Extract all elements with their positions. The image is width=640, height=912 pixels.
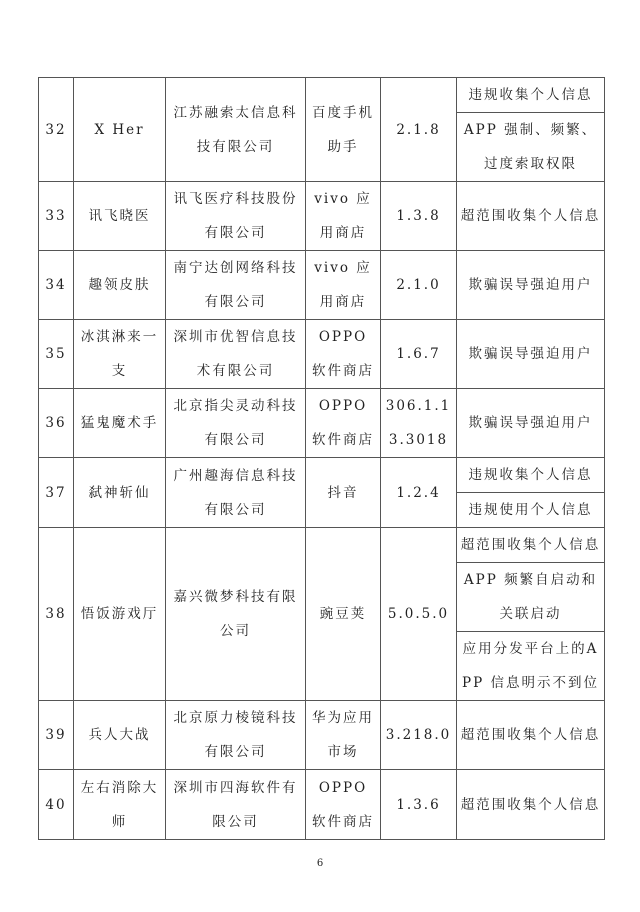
table-row [39,182,605,251]
company-name: 广州趣海信息科技有限公司 [166,458,306,528]
issue-description: 超范围收集个人信息 [457,528,605,563]
issue-description: 违规收集个人信息 [457,458,605,493]
app-version: 1.6.7 [381,320,457,389]
company-name: 深圳市优智信息技术有限公司 [166,320,306,389]
platform-name: 华为应用市场 [306,701,381,770]
table-row [39,528,605,563]
platform-name: OPPO 软件商店 [306,389,381,458]
app-name: 讯飞晓医 [74,182,166,251]
issue-description: 违规收集个人信息 [457,78,605,113]
app-version: 306.1.13.3018 [381,389,457,458]
table-row [39,770,605,840]
app-name: 猛鬼魔术手 [74,389,166,458]
issue-description: 超范围收集个人信息 [457,701,605,770]
row-number: 40 [39,770,74,840]
app-name: 弑神斩仙 [74,458,166,528]
issue-description: APP 频繁自启动和关联启动 [457,563,605,632]
row-number: 35 [39,320,74,389]
app-version: 1.3.8 [381,182,457,251]
row-number: 34 [39,251,74,320]
issue-description: 违规使用个人信息 [457,493,605,528]
issue-description: 欺骗误导强迫用户 [457,389,605,458]
table-row [39,78,605,113]
table-row [39,389,605,458]
app-name: X Her [74,78,166,182]
page-number: 6 [316,858,324,869]
company-name: 深圳市四海软件有限公司 [166,770,306,840]
platform-name: 豌豆荚 [306,528,381,701]
platform-name: OPPO 软件商店 [306,770,381,840]
company-name: 北京指尖灵动科技有限公司 [166,389,306,458]
issue-description: 欺骗误导强迫用户 [457,320,605,389]
app-version: 5.0.5.0 [381,528,457,701]
app-version: 2.1.8 [381,78,457,182]
app-name: 趣领皮肤 [74,251,166,320]
row-number: 38 [39,528,74,701]
app-version: 1.3.6 [381,770,457,840]
issue-description: APP 强制、频繁、过度索取权限 [457,113,605,182]
company-name: 嘉兴微梦科技有限公司 [166,528,306,701]
issue-description: 应用分发平台上的APP 信息明示不到位 [457,632,605,701]
row-number: 36 [39,389,74,458]
platform-name: 抖音 [306,458,381,528]
row-number: 33 [39,182,74,251]
platform-name: 百度手机助手 [306,78,381,182]
table-row [39,701,605,770]
issue-description: 超范围收集个人信息 [457,182,605,251]
row-number: 39 [39,701,74,770]
app-name: 兵人大战 [74,701,166,770]
app-name: 冰淇淋来一支 [74,320,166,389]
table-row [39,458,605,493]
company-name: 南宁达创网络科技有限公司 [166,251,306,320]
table-row [39,320,605,389]
platform-name: vivo 应用商店 [306,251,381,320]
platform-name: vivo 应用商店 [306,182,381,251]
company-name: 江苏融索太信息科技有限公司 [166,78,306,182]
issue-description: 超范围收集个人信息 [457,770,605,840]
app-version: 2.1.0 [381,251,457,320]
app-name: 悟饭游戏厅 [74,528,166,701]
issue-description: 欺骗误导强迫用户 [457,251,605,320]
row-number: 32 [39,78,74,182]
table-row [39,251,605,320]
app-version: 3.218.0 [381,701,457,770]
company-name: 讯飞医疗科技股份有限公司 [166,182,306,251]
company-name: 北京原力棱镜科技有限公司 [166,701,306,770]
platform-name: OPPO 软件商店 [306,320,381,389]
app-violation-table [38,77,605,840]
app-version: 1.2.4 [381,458,457,528]
row-number: 37 [39,458,74,528]
app-name: 左右消除大师 [74,770,166,840]
